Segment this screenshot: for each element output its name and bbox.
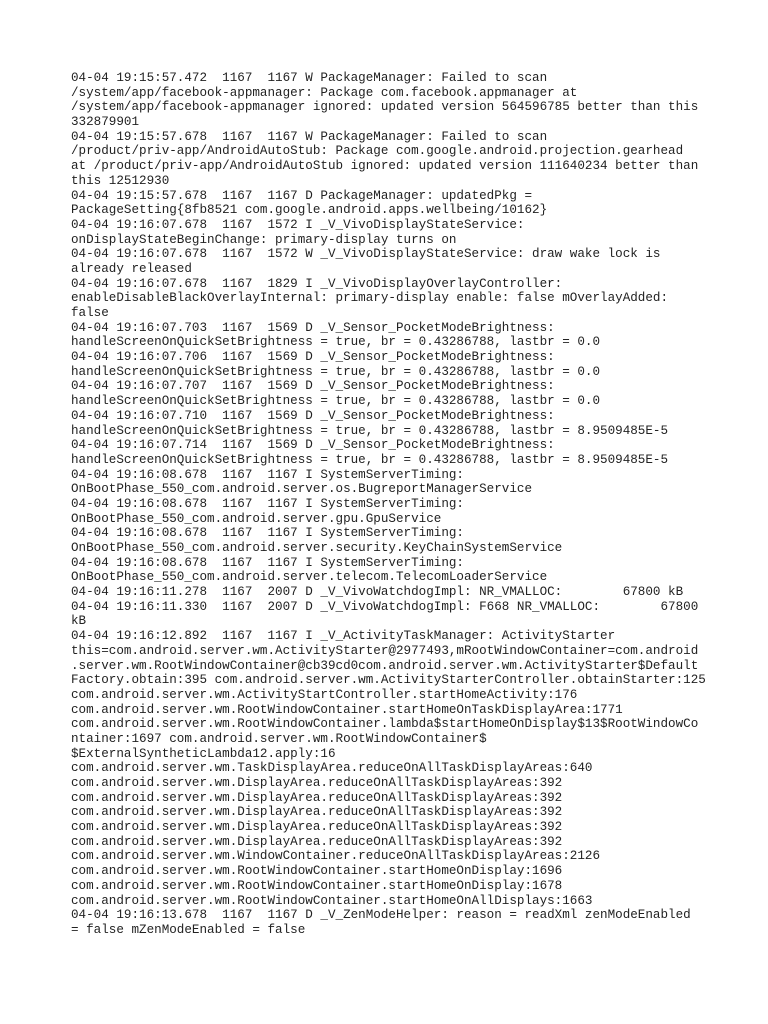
- log-line: com.android.server.wm.DisplayArea.reduceOnAllTaskDisplayAreas:392: [71, 790, 563, 805]
- log-line: 04-04 19:16:07.678 1167 1829 I _V_VivoDisplayOverlayController:: [71, 276, 563, 291]
- log-line: com.android.server.wm.TaskDisplayArea.reduceOnAllTaskDisplayAreas:640: [71, 761, 593, 776]
- log-line: 04-04 19:16:08.678 1167 1167 I SystemServerTiming:: [71, 526, 464, 541]
- log-line: 04-04 19:15:57.678 1167 1167 D PackageManager: updatedPkg =: [71, 188, 533, 203]
- log-line: 04-04 19:16:07.710 1167 1569 D _V_Sensor_PocketModeBrightness:: [71, 408, 555, 423]
- log-line: /product/priv-app/AndroidAutoStub: Package com.google.android.projection.gearhead: [71, 144, 684, 159]
- log-line: 04-04 19:16:08.678 1167 1167 I SystemServerTiming:: [71, 467, 464, 482]
- log-line: 04-04 19:16:07.678 1167 1572 I _V_VivoDisplayStateService:: [71, 217, 525, 232]
- log-line: handleScreenOnQuickSetBrightness = true, br = 0.43286788, lastbr = 0.0: [71, 394, 601, 409]
- log-line: 04-04 19:15:57.678 1167 1167 W PackageManager: Failed to scan: [71, 129, 548, 144]
- log-line: PackageSetting{8fb8521 com.google.android.apps.wellbeing/10162}: [71, 203, 548, 218]
- log-line: 04-04 19:16:11.278 1167 2007 D _V_VivoWatchdogImpl: NR_VMALLOC: 67800 kB: [71, 585, 684, 600]
- log-line: com.android.server.wm.RootWindowContainer.startHomeOnAllDisplays:1663: [71, 893, 593, 908]
- log-line: Factory.obtain:395 com.android.server.wm.ActivityStarterController.obtainStarter:125: [71, 673, 706, 688]
- log-line: 04-04 19:16:13.678 1167 1167 D _V_ZenModeHelper: reason = readXml zenModeEnabled: [71, 908, 691, 923]
- log-line: com.android.server.wm.RootWindowContainer.lambda$startHomeOnDisplay$13$RootWindowCo: [71, 717, 699, 732]
- log-line: OnBootPhase_550_com.android.server.telecom.TelecomLoaderService: [71, 570, 548, 585]
- log-line: com.android.server.wm.DisplayArea.reduceOnAllTaskDisplayAreas:392: [71, 776, 563, 790]
- log-line: com.android.server.wm.ActivityStartController.startHomeActivity:176: [71, 687, 578, 702]
- log-line: false: [71, 306, 109, 320]
- log-line: enableDisableBlackOverlayInternal: primary-display enable: false mOverlayAdded:: [71, 291, 669, 306]
- log-line: com.android.server.wm.WindowContainer.reduceOnAllTaskDisplayAreas:2126: [71, 849, 601, 864]
- log-line: com.android.server.wm.DisplayArea.reduceOnAllTaskDisplayAreas:392: [71, 805, 563, 820]
- log-line: this 12512930: [71, 173, 170, 188]
- log-line: handleScreenOnQuickSetBrightness = true, br = 0.43286788, lastbr = 0.0: [71, 364, 601, 379]
- log-line: handleScreenOnQuickSetBrightness = true, br = 0.43286788, lastbr = 0.0: [71, 335, 601, 350]
- log-line: already released: [71, 261, 192, 276]
- log-line: OnBootPhase_550_com.android.server.security.KeyChainSystemService: [71, 541, 563, 555]
- log-line: com.android.server.wm.RootWindowContainer.startHomeOnTaskDisplayArea:1771: [71, 702, 623, 717]
- log-line: com.android.server.wm.DisplayArea.reduceOnAllTaskDisplayAreas:392: [71, 820, 563, 835]
- log-line: handleScreenOnQuickSetBrightness = true, br = 0.43286788, lastbr = 8.9509485E-5: [71, 452, 669, 467]
- log-line: at /product/priv-app/AndroidAutoStub ignored: updated version 111640234 better than: [71, 159, 699, 174]
- log-line: 04-04 19:16:11.330 1167 2007 D _V_VivoWatchdogImpl: F668 NR_VMALLOC: 67800: [71, 599, 699, 614]
- log-line: onDisplayStateBeginChange: primary-display turns on: [71, 232, 457, 247]
- log-line: OnBootPhase_550_com.android.server.gpu.GpuService: [71, 511, 442, 526]
- log-line: com.android.server.wm.RootWindowContainer.startHomeOnDisplay:1696: [71, 864, 563, 879]
- log-line: ntainer:1697 com.android.server.wm.RootWindowContainer$: [71, 731, 487, 746]
- log-line: 04-04 19:16:07.706 1167 1569 D _V_Sensor_PocketModeBrightness:: [71, 350, 555, 365]
- log-document: [71, 71, 711, 938]
- log-line: = false mZenModeEnabled = false: [71, 922, 306, 937]
- log-line: kB: [71, 614, 87, 629]
- log-line: OnBootPhase_550_com.android.server.os.BugreportManagerService: [71, 482, 533, 497]
- log-line: /system/app/facebook-appmanager ignored: updated version 564596785 better than this: [71, 100, 699, 115]
- log-line: 04-04 19:16:07.714 1167 1569 D _V_Sensor_PocketModeBrightness:: [71, 438, 555, 453]
- log-line: 04-04 19:16:12.892 1167 1167 I _V_ActivityTaskManager: ActivityStarter: [71, 629, 616, 644]
- log-line: 04-04 19:16:07.707 1167 1569 D _V_Sensor_PocketModeBrightness:: [71, 379, 555, 394]
- log-line: 04-04 19:16:08.678 1167 1167 I SystemServerTiming:: [71, 555, 464, 570]
- log-line: handleScreenOnQuickSetBrightness = true, br = 0.43286788, lastbr = 8.9509485E-5: [71, 423, 669, 438]
- log-line: com.android.server.wm.DisplayArea.reduceOnAllTaskDisplayAreas:392: [71, 834, 563, 849]
- log-line: 04-04 19:16:08.678 1167 1167 I SystemServerTiming:: [71, 496, 464, 511]
- log-line: 332879901: [71, 115, 140, 130]
- log-line: com.android.server.wm.RootWindowContainer.startHomeOnDisplay:1678: [71, 878, 563, 893]
- log-line: $ExternalSyntheticLambda12.apply:16: [71, 746, 336, 761]
- log-line: 04-04 19:16:07.703 1167 1569 D _V_Sensor_PocketModeBrightness:: [71, 320, 555, 335]
- log-line: 04-04 19:16:07.678 1167 1572 W _V_VivoDisplayStateService: draw wake lock is: [71, 247, 661, 262]
- log-line: /system/app/facebook-appmanager: Package com.facebook.appmanager at: [71, 85, 578, 100]
- log-line: .server.wm.RootWindowContainer@cb39cd0com.android.server.wm.ActivityStarter$Default: [71, 658, 699, 673]
- log-line: 04-04 19:15:57.472 1167 1167 W PackageManager: Failed to scan: [71, 71, 548, 85]
- log-line: this=com.android.server.wm.ActivityStarter@2977493,mRootWindowContainer=com.android: [71, 643, 699, 658]
